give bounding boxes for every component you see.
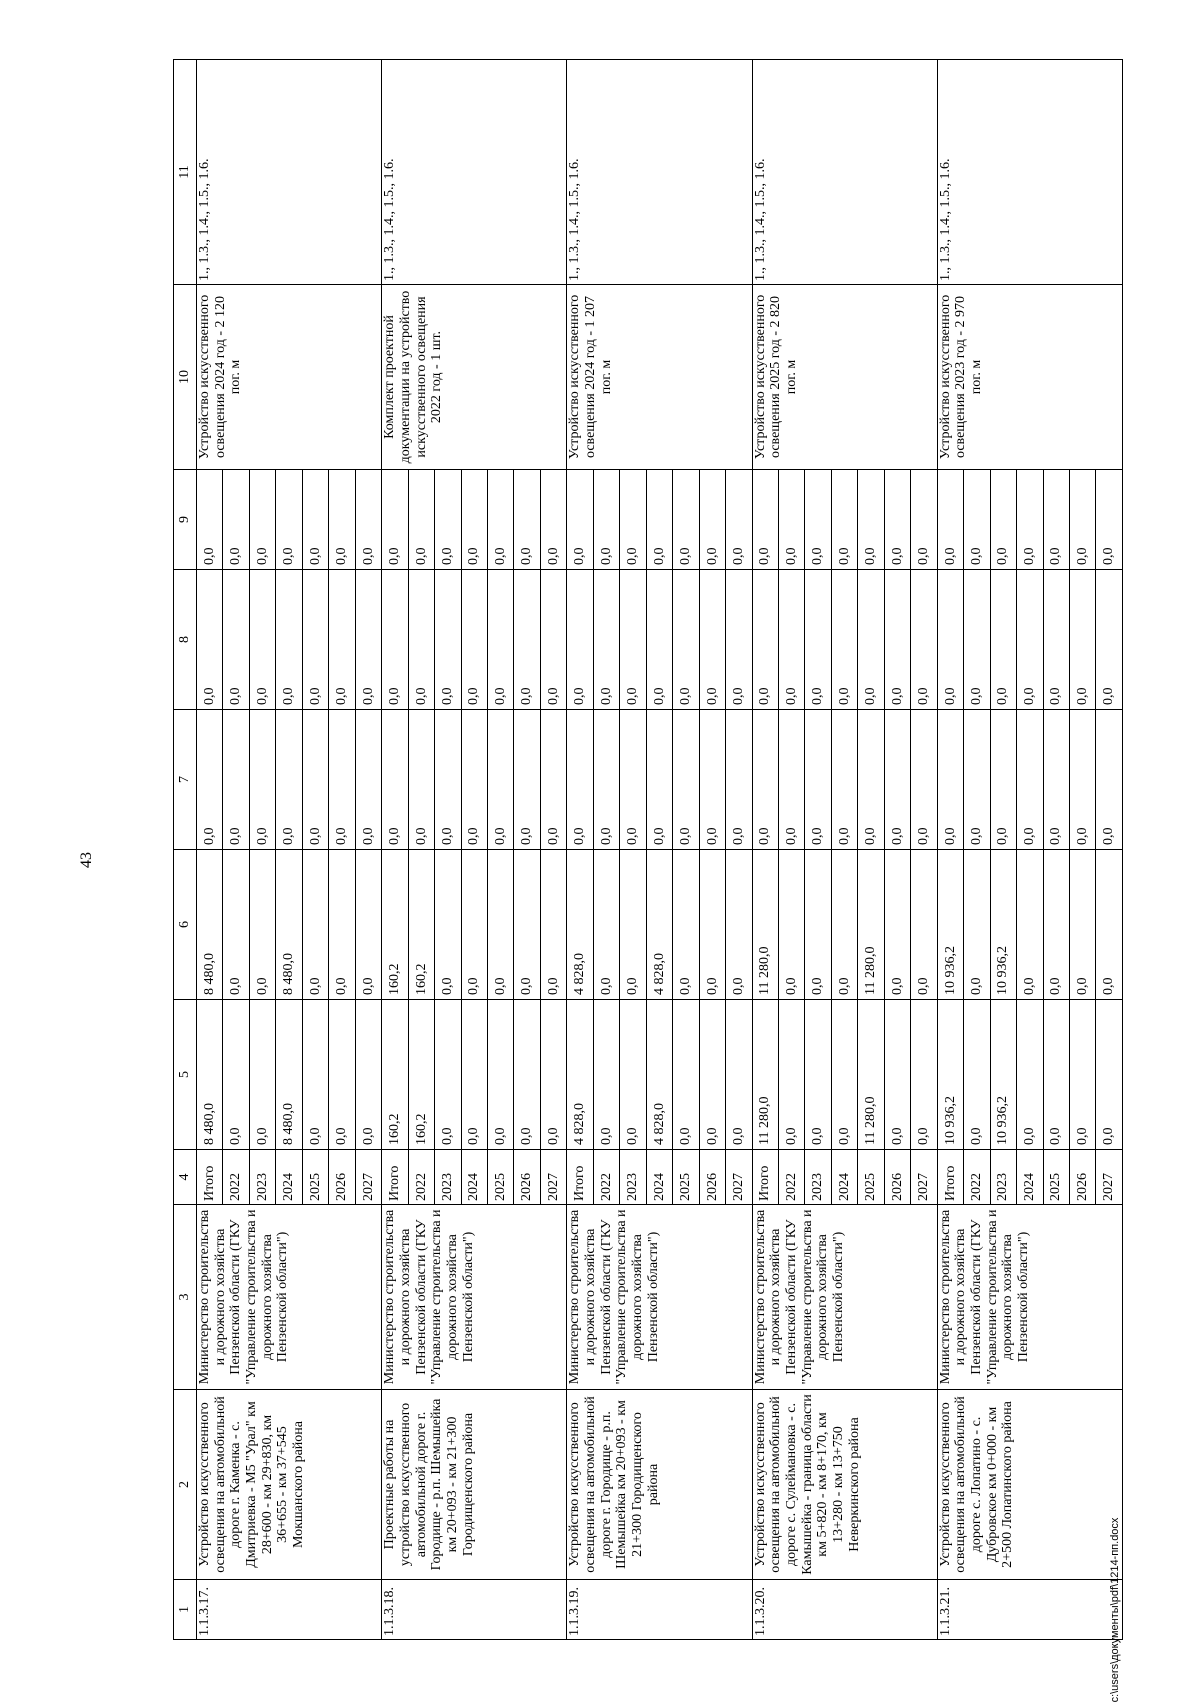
activity-code: 1.1.3.21. — [937, 1580, 1122, 1640]
amount-cell-c8: 0,0 — [382, 570, 408, 710]
table-row — [567, 60, 593, 1640]
amount-cell-c8: 0,0 — [461, 570, 487, 710]
header-row — [174, 60, 197, 1640]
amount-cell-c7: 0,0 — [646, 710, 672, 850]
amount-cell-c6: 0,0 — [778, 850, 804, 1000]
amount-cell-c7: 0,0 — [408, 710, 434, 850]
amount-cell-c9: 0,0 — [487, 470, 513, 570]
amount-cell-c8: 0,0 — [487, 570, 513, 710]
year-cell: 2022 — [964, 1150, 990, 1205]
year-cell: 2022 — [408, 1150, 434, 1205]
amount-cell-c5: 160,2 — [408, 1000, 434, 1150]
amount-cell-c9: 0,0 — [382, 470, 408, 570]
amount-cell-c7: 0,0 — [197, 710, 223, 850]
year-cell: 2024 — [831, 1150, 857, 1205]
amount-cell-c6: 10 936,2 — [990, 850, 1016, 1000]
amount-cell-c7: 0,0 — [673, 710, 699, 850]
amount-cell-c9: 0,0 — [964, 470, 990, 570]
amount-cell-c7: 0,0 — [487, 710, 513, 850]
amount-cell-c5: 0,0 — [673, 1000, 699, 1150]
amount-cell-c9: 0,0 — [408, 470, 434, 570]
amount-cell-c7: 0,0 — [858, 710, 884, 850]
amount-cell-c7: 0,0 — [329, 710, 355, 850]
amount-cell-c7: 0,0 — [249, 710, 275, 850]
amount-cell-c7: 0,0 — [778, 710, 804, 850]
amount-cell-c7: 0,0 — [805, 710, 831, 850]
year-cell: 2023 — [805, 1150, 831, 1205]
amount-cell-c8: 0,0 — [1096, 570, 1123, 710]
amount-cell-c7: 0,0 — [540, 710, 566, 850]
amount-cell-c7: 0,0 — [567, 710, 593, 850]
year-cell: 2027 — [540, 1150, 566, 1205]
amount-cell-c5: 0,0 — [355, 1000, 381, 1150]
amount-cell-c8: 0,0 — [567, 570, 593, 710]
amount-cell-c9: 0,0 — [858, 470, 884, 570]
amount-cell-c9: 0,0 — [673, 470, 699, 570]
amount-cell-c6: 0,0 — [249, 850, 275, 1000]
column-header-8: 8 — [174, 570, 197, 710]
amount-cell-c9: 0,0 — [435, 470, 461, 570]
amount-cell-c9: 0,0 — [302, 470, 328, 570]
year-cell: 2022 — [223, 1150, 249, 1205]
amount-cell-c6: 8 480,0 — [276, 850, 302, 1000]
amount-cell-c8: 0,0 — [276, 570, 302, 710]
amount-cell-c6: 160,2 — [408, 850, 434, 1000]
amount-cell-c9: 0,0 — [726, 470, 752, 570]
amount-cell-c5: 11 280,0 — [752, 1000, 778, 1150]
amount-cell-c9: 0,0 — [884, 470, 910, 570]
year-cell: 2026 — [699, 1150, 725, 1205]
amount-cell-c8: 0,0 — [620, 570, 646, 710]
expected-result: Комплект проектной документации на устройство искусственного освещения 2022 год - 1 шт. — [382, 285, 567, 470]
amount-cell-c7: 0,0 — [514, 710, 540, 850]
year-cell: Итого — [567, 1150, 593, 1205]
amount-cell-c9: 0,0 — [699, 470, 725, 570]
table-row — [937, 60, 963, 1640]
year-cell: 2023 — [990, 1150, 1016, 1205]
year-cell: Итого — [382, 1150, 408, 1205]
amount-cell-c8: 0,0 — [249, 570, 275, 710]
amount-cell-c5: 0,0 — [487, 1000, 513, 1150]
amount-cell-c5: 10 936,2 — [937, 1000, 963, 1150]
column-header-3: 3 — [174, 1205, 197, 1390]
amount-cell-c5: 0,0 — [1096, 1000, 1123, 1150]
amount-cell-c6: 11 280,0 — [752, 850, 778, 1000]
amount-cell-c6: 8 480,0 — [197, 850, 223, 1000]
amount-cell-c5: 0,0 — [302, 1000, 328, 1150]
amount-cell-c9: 0,0 — [249, 470, 275, 570]
year-cell: 2024 — [461, 1150, 487, 1205]
amount-cell-c8: 0,0 — [302, 570, 328, 710]
amount-cell-c6: 0,0 — [1069, 850, 1095, 1000]
amount-cell-c6: 4 828,0 — [646, 850, 672, 1000]
amount-cell-c5: 0,0 — [514, 1000, 540, 1150]
indicator-numbers: 1., 1.3., 1.4., 1.5., 1.6. — [567, 60, 752, 285]
amount-cell-c9: 0,0 — [1069, 470, 1095, 570]
activity-code: 1.1.3.18. — [382, 1580, 567, 1640]
executor-name: Министерство строительства и дорожного хозяйства Пензенской области (ГКУ "Управление строительства и дорожного хозяйства Пензенской области") — [197, 1205, 382, 1390]
amount-cell-c5: 0,0 — [964, 1000, 990, 1150]
year-cell: 2022 — [593, 1150, 619, 1205]
amount-cell-c5: 0,0 — [435, 1000, 461, 1150]
amount-cell-c9: 0,0 — [540, 470, 566, 570]
amount-cell-c7: 0,0 — [382, 710, 408, 850]
amount-cell-c8: 0,0 — [778, 570, 804, 710]
amount-cell-c5: 0,0 — [1017, 1000, 1043, 1150]
column-header-2: 2 — [174, 1390, 197, 1580]
amount-cell-c5: 0,0 — [778, 1000, 804, 1150]
amount-cell-c7: 0,0 — [726, 710, 752, 850]
amount-cell-c5: 11 280,0 — [858, 1000, 884, 1150]
amount-cell-c6: 0,0 — [435, 850, 461, 1000]
amount-cell-c6: 0,0 — [302, 850, 328, 1000]
amount-cell-c5: 10 936,2 — [990, 1000, 1016, 1150]
indicator-numbers: 1., 1.3., 1.4., 1.5., 1.6. — [382, 60, 567, 285]
amount-cell-c6: 0,0 — [911, 850, 937, 1000]
amount-cell-c6: 0,0 — [1043, 850, 1069, 1000]
amount-cell-c7: 0,0 — [990, 710, 1016, 850]
amount-cell-c7: 0,0 — [355, 710, 381, 850]
amount-cell-c5: 0,0 — [593, 1000, 619, 1150]
amount-cell-c7: 0,0 — [699, 710, 725, 850]
amount-cell-c5: 0,0 — [329, 1000, 355, 1150]
column-header-1: 1 — [174, 1580, 197, 1640]
executor-name: Министерство строительства и дорожного хозяйства Пензенской области (ГКУ "Управление строительства и дорожного хозяйства Пензенской области") — [382, 1205, 567, 1390]
amount-cell-c6: 0,0 — [673, 850, 699, 1000]
year-cell: 2023 — [620, 1150, 646, 1205]
amount-cell-c7: 0,0 — [831, 710, 857, 850]
amount-cell-c5: 0,0 — [540, 1000, 566, 1150]
amount-cell-c8: 0,0 — [593, 570, 619, 710]
amount-cell-c8: 0,0 — [964, 570, 990, 710]
year-cell: Итого — [197, 1150, 223, 1205]
amount-cell-c8: 0,0 — [514, 570, 540, 710]
amount-cell-c5: 0,0 — [911, 1000, 937, 1150]
column-header-9: 9 — [174, 470, 197, 570]
amount-cell-c6: 0,0 — [1096, 850, 1123, 1000]
year-cell: 2024 — [646, 1150, 672, 1205]
activity-name: Устройство искусственного освещения на автомобильной дороге с. Сулеймановка - с. Камышейка - граница области км 5+820 - км 8+170, км 13+280 - км 13+750 Неверкинского района — [752, 1390, 937, 1580]
amount-cell-c6: 0,0 — [884, 850, 910, 1000]
amount-cell-c5: 8 480,0 — [197, 1000, 223, 1150]
amount-cell-c6: 0,0 — [964, 850, 990, 1000]
amount-cell-c7: 0,0 — [1069, 710, 1095, 850]
amount-cell-c8: 0,0 — [435, 570, 461, 710]
amount-cell-c9: 0,0 — [752, 470, 778, 570]
executor-name: Министерство строительства и дорожного хозяйства Пензенской области (ГКУ "Управление строительства и дорожного хозяйства Пензенской области") — [752, 1205, 937, 1390]
activity-code: 1.1.3.17. — [197, 1580, 382, 1640]
year-cell: 2027 — [726, 1150, 752, 1205]
amount-cell-c5: 0,0 — [831, 1000, 857, 1150]
amount-cell-c9: 0,0 — [990, 470, 1016, 570]
amount-cell-c9: 0,0 — [1017, 470, 1043, 570]
amount-cell-c8: 0,0 — [223, 570, 249, 710]
amount-cell-c9: 0,0 — [593, 470, 619, 570]
expected-result: Устройство искусственного освещения 2023 год - 2 970 пог. м — [937, 285, 1122, 470]
year-cell: Итого — [937, 1150, 963, 1205]
amount-cell-c7: 0,0 — [435, 710, 461, 850]
year-cell: 2023 — [435, 1150, 461, 1205]
amount-cell-c7: 0,0 — [593, 710, 619, 850]
year-cell: 2024 — [1017, 1150, 1043, 1205]
amount-cell-c8: 0,0 — [1017, 570, 1043, 710]
expected-result: Устройство искусственного освещения 2025 год - 2 820 пог. м — [752, 285, 937, 470]
amount-cell-c5: 160,2 — [382, 1000, 408, 1150]
amount-cell-c6: 0,0 — [593, 850, 619, 1000]
activity-code: 1.1.3.19. — [567, 1580, 752, 1640]
page-number: 43 — [78, 852, 95, 868]
amount-cell-c6: 0,0 — [1017, 850, 1043, 1000]
amount-cell-c9: 0,0 — [620, 470, 646, 570]
amount-cell-c8: 0,0 — [937, 570, 963, 710]
expected-result: Устройство искусственного освещения 2024 год - 2 120 пог. м — [197, 285, 382, 470]
amount-cell-c9: 0,0 — [937, 470, 963, 570]
column-header-5: 5 — [174, 1000, 197, 1150]
amount-cell-c5: 0,0 — [884, 1000, 910, 1150]
amount-cell-c5: 4 828,0 — [567, 1000, 593, 1150]
amount-cell-c5: 0,0 — [805, 1000, 831, 1150]
year-cell: 2025 — [673, 1150, 699, 1205]
column-header-4: 4 — [174, 1150, 197, 1205]
amount-cell-c6: 0,0 — [805, 850, 831, 1000]
amount-cell-c9: 0,0 — [514, 470, 540, 570]
amount-cell-c5: 0,0 — [461, 1000, 487, 1150]
amount-cell-c9: 0,0 — [461, 470, 487, 570]
year-cell: 2026 — [1069, 1150, 1095, 1205]
amount-cell-c5: 0,0 — [1069, 1000, 1095, 1150]
program-table — [173, 59, 1123, 1640]
amount-cell-c8: 0,0 — [990, 570, 1016, 710]
amount-cell-c9: 0,0 — [805, 470, 831, 570]
year-cell: 2027 — [355, 1150, 381, 1205]
amount-cell-c8: 0,0 — [1043, 570, 1069, 710]
amount-cell-c5: 0,0 — [620, 1000, 646, 1150]
amount-cell-c9: 0,0 — [567, 470, 593, 570]
amount-cell-c7: 0,0 — [223, 710, 249, 850]
amount-cell-c5: 0,0 — [699, 1000, 725, 1150]
column-header-6: 6 — [174, 850, 197, 1000]
year-cell: 2025 — [302, 1150, 328, 1205]
amount-cell-c8: 0,0 — [831, 570, 857, 710]
amount-cell-c9: 0,0 — [911, 470, 937, 570]
amount-cell-c5: 0,0 — [1043, 1000, 1069, 1150]
year-cell: 2023 — [249, 1150, 275, 1205]
amount-cell-c7: 0,0 — [964, 710, 990, 850]
table-row — [382, 60, 408, 1640]
amount-cell-c9: 0,0 — [646, 470, 672, 570]
amount-cell-c7: 0,0 — [911, 710, 937, 850]
amount-cell-c7: 0,0 — [302, 710, 328, 850]
year-cell: 2025 — [1043, 1150, 1069, 1205]
amount-cell-c9: 0,0 — [1043, 470, 1069, 570]
table-row — [752, 60, 778, 1640]
amount-cell-c8: 0,0 — [699, 570, 725, 710]
column-header-11: 11 — [174, 60, 197, 285]
indicator-numbers: 1., 1.3., 1.4., 1.5., 1.6. — [197, 60, 382, 285]
amount-cell-c6: 11 280,0 — [858, 850, 884, 1000]
amount-cell-c7: 0,0 — [1017, 710, 1043, 850]
program-table-wrapper — [173, 60, 1123, 1640]
amount-cell-c5: 4 828,0 — [646, 1000, 672, 1150]
year-cell: 2027 — [911, 1150, 937, 1205]
amount-cell-c7: 0,0 — [620, 710, 646, 850]
amount-cell-c8: 0,0 — [646, 570, 672, 710]
amount-cell-c5: 0,0 — [726, 1000, 752, 1150]
amount-cell-c5: 0,0 — [223, 1000, 249, 1150]
expected-result: Устройство искусственного освещения 2024 год - 1 207 пог. м — [567, 285, 752, 470]
year-cell: 2024 — [276, 1150, 302, 1205]
indicator-numbers: 1., 1.3., 1.4., 1.5., 1.6. — [937, 60, 1122, 285]
amount-cell-c7: 0,0 — [884, 710, 910, 850]
table-body — [197, 60, 1123, 1640]
amount-cell-c8: 0,0 — [540, 570, 566, 710]
activity-name: Проектные работы на устройство искусственного автомобильной дороге г. Городище - р.п. Шемышейка км 20+093 - км 21+300 Городищенского района — [382, 1390, 567, 1580]
amount-cell-c6: 0,0 — [514, 850, 540, 1000]
amount-cell-c7: 0,0 — [1043, 710, 1069, 850]
executor-name: Министерство строительства и дорожного хозяйства Пензенской области (ГКУ "Управление строительства и дорожного хозяйства Пензенской области") — [937, 1205, 1122, 1390]
amount-cell-c6: 0,0 — [355, 850, 381, 1000]
amount-cell-c8: 0,0 — [355, 570, 381, 710]
amount-cell-c8: 0,0 — [752, 570, 778, 710]
table-row — [197, 60, 223, 1640]
amount-cell-c9: 0,0 — [276, 470, 302, 570]
activity-code: 1.1.3.20. — [752, 1580, 937, 1640]
amount-cell-c8: 0,0 — [726, 570, 752, 710]
year-cell: 2027 — [1096, 1150, 1123, 1205]
amount-cell-c8: 0,0 — [911, 570, 937, 710]
indicator-numbers: 1., 1.3., 1.4., 1.5., 1.6. — [752, 60, 937, 285]
year-cell: 2026 — [514, 1150, 540, 1205]
amount-cell-c9: 0,0 — [355, 470, 381, 570]
column-header-10: 10 — [174, 285, 197, 470]
amount-cell-c6: 160,2 — [382, 850, 408, 1000]
amount-cell-c8: 0,0 — [673, 570, 699, 710]
amount-cell-c6: 0,0 — [487, 850, 513, 1000]
amount-cell-c6: 0,0 — [329, 850, 355, 1000]
amount-cell-c7: 0,0 — [937, 710, 963, 850]
amount-cell-c6: 0,0 — [223, 850, 249, 1000]
amount-cell-c6: 0,0 — [699, 850, 725, 1000]
amount-cell-c7: 0,0 — [461, 710, 487, 850]
amount-cell-c5: 0,0 — [249, 1000, 275, 1150]
year-cell: 2022 — [778, 1150, 804, 1205]
year-cell: 2026 — [884, 1150, 910, 1205]
amount-cell-c9: 0,0 — [831, 470, 857, 570]
year-cell: Итого — [752, 1150, 778, 1205]
amount-cell-c8: 0,0 — [805, 570, 831, 710]
year-cell: 2025 — [487, 1150, 513, 1205]
amount-cell-c8: 0,0 — [1069, 570, 1095, 710]
activity-name: Устройство искусственного освещения на автомобильной дороге г. Городище - р.п. Шемышейка км 20+093 - км 21+300 Городищенского района — [567, 1390, 752, 1580]
amount-cell-c8: 0,0 — [884, 570, 910, 710]
amount-cell-c7: 0,0 — [276, 710, 302, 850]
amount-cell-c9: 0,0 — [223, 470, 249, 570]
amount-cell-c6: 0,0 — [620, 850, 646, 1000]
amount-cell-c9: 0,0 — [778, 470, 804, 570]
amount-cell-c6: 10 936,2 — [937, 850, 963, 1000]
amount-cell-c6: 0,0 — [831, 850, 857, 1000]
amount-cell-c8: 0,0 — [329, 570, 355, 710]
amount-cell-c6: 4 828,0 — [567, 850, 593, 1000]
activity-name: Устройство искусственного освещения на автомобильной дороге г. Каменка - с. Дмитриевка - М5 "Урал" км 28+600 - км 29+830, км 36+655 - км 37+545 Мокшанского района — [197, 1390, 382, 1580]
amount-cell-c8: 0,0 — [858, 570, 884, 710]
column-header-7: 7 — [174, 710, 197, 850]
amount-cell-c8: 0,0 — [197, 570, 223, 710]
amount-cell-c6: 0,0 — [461, 850, 487, 1000]
amount-cell-c8: 0,0 — [408, 570, 434, 710]
year-cell: 2025 — [858, 1150, 884, 1205]
amount-cell-c6: 0,0 — [540, 850, 566, 1000]
activity-name: Устройство искусственного освещения на автомобильной дороге с. Лопатино - с. Дубровское км 0+000 - км 2+500 Лопатинского района — [937, 1390, 1122, 1580]
amount-cell-c7: 0,0 — [752, 710, 778, 850]
footer-file-path: c:\users\документы\pdf\1214-пп.docx — [1109, 1517, 1121, 1702]
amount-cell-c9: 0,0 — [329, 470, 355, 570]
amount-cell-c6: 0,0 — [726, 850, 752, 1000]
amount-cell-c7: 0,0 — [1096, 710, 1123, 850]
executor-name: Министерство строительства и дорожного хозяйства Пензенской области (ГКУ "Управление строительства и дорожного хозяйства Пензенской области") — [567, 1205, 752, 1390]
year-cell: 2026 — [329, 1150, 355, 1205]
amount-cell-c5: 8 480,0 — [276, 1000, 302, 1150]
amount-cell-c9: 0,0 — [1096, 470, 1123, 570]
amount-cell-c9: 0,0 — [197, 470, 223, 570]
